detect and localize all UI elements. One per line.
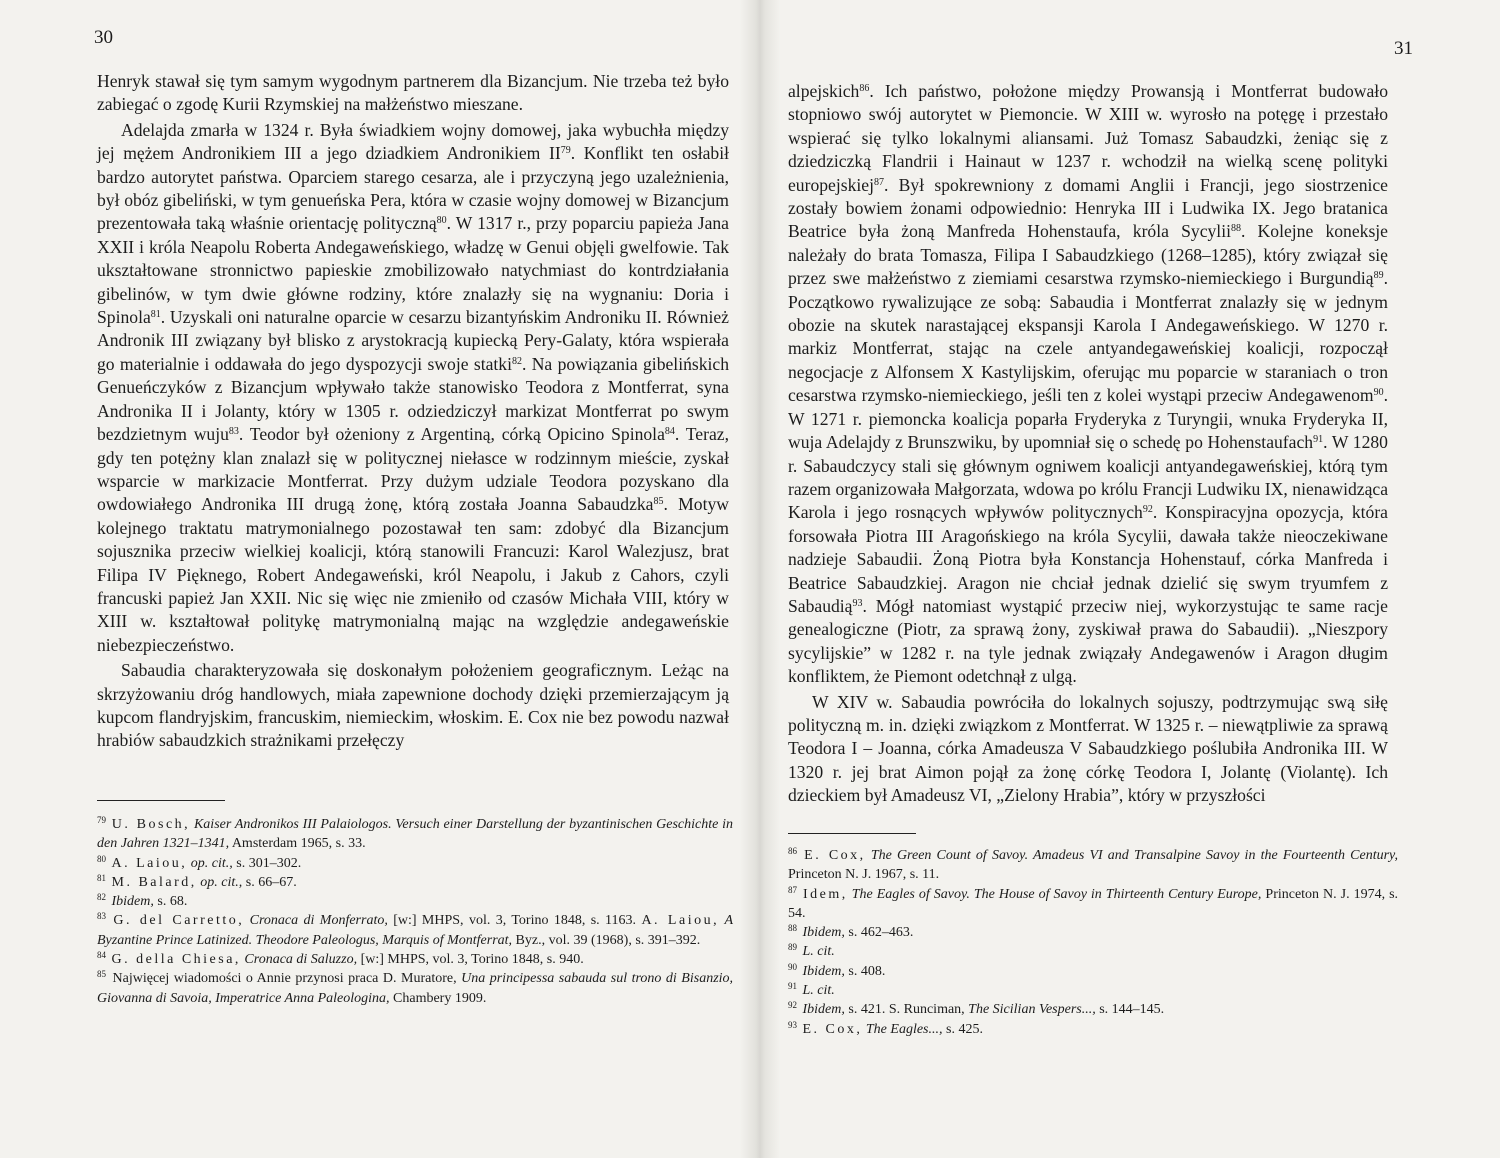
footnote-ref[interactable]: 88 [1230,223,1241,235]
right-body-text [788,80,1388,808]
footnote-82: $^{82}$ Ibidem, s. 68. [97,892,188,910]
footnote-85: $^{85}$ Najwięcej wiadomości o Annie przynosi praca D. Muratore, Una principessa sabauda sul trono di Bisanzio, Giovanna di Savoia, Imperatrice Anna Paleologina, Chambery 1909. [97,969,734,1006]
footnote-ref[interactable]: 92 [1142,504,1153,516]
page-number-left: 30 [94,27,113,48]
footnote-ref[interactable]: 87 [873,176,884,188]
footnote-87: $^{87}$ Idem, The Eagles of Savoy. The House of Savoy in Thirteenth Century Europe, Princeton N. J. 1974, s. 54. [788,884,1399,921]
footnote-ref[interactable]: 93 [852,597,863,609]
paragraph: alpejskich$^{86}$. Ich państwo, położone między Prowansją i Montferrat budowało stopniowo swój autorytet w Piemoncie. W XIII w. wyrosło na potęgę i przestało wspierać się tylko lokalnymi aliansami. Już Tomasz Sabaudzki, żeniąc się z dziedziczką Flandrii i Hainaut w 1237 r. wchodził na wielką scenę polityki europejskiej$^{87}$. Był spokrewniony z domami Anglii i Francji, jego siostrzenice zostały bowiem żonami odpowiednio: Henryka III i Ludwika IX. Jego bratanica Beatrice była żoną Manfreda Hohenstaufa, króla Sycylii$^{88}$. Kolejne koneksje należały do brata Tomasza, Filipa I Sabaudzkiego (1268–1285), który związał się przez swe małżeństwo z ziemiami cesarstwa rzymsko-niemieckiego i Burgundią$^{89}$. Początkowo rywalizujące ze sobą: Sabaudia i Montferrat znalazły się w jednym obozie na skutek narastającej ekspansji Karola I Andegaweńskiego. W 1270 r. markiz Montferrat, stając na czele antyandegaweńskiej koalicji, rozpoczął negocjacje z Alfonsem X Kastylijskim, oferując mu poparcie w staraniach o tron cesarstwa rzymsko-niemieckiego, jeśli ten z kolei wystąpi przeciw Andegawenom$^{90}$. W 1271 r. piemoncka koalicja poparła Fryderyka z Turyngii, wnuka Fryderyka II, wuja Adelajdy z Brunszwiku, by upomniał się o schedę po Hohenstaufach$^{91}$. W 1280 r. Sabaudczycy stali się głównym ogniwem koalicji antyandegaweńskiej, którą tym razem organizowała Małgorzata, wdowa po królu Francji Ludwiku IX, nienawidząca Karola i jego rosnących wpływów politycznych$^{92}$. Konspiracyjna opozycja, która forsowała Piotra III Aragońskiego na króla Sycylii, dawała także nieoczekiwane nadzieje Sabaudii. Żoną Piotra była Konstancja Hohenstauf, córka Manfreda i Beatrice Sabaudzkiej. Aragon nie chciał jednak dzielić się swym tryumfem z Sabaudią$^{93}$. Mógł natomiast wystąpić przeciw niej, wykorzystując te same racje genealogiczne (Piotr, za sprawą żony, zyskiwał prawa do Sabaudii). „Nieszpory sycylijskie” w 1282 r. na tyle jednak związały Andegawenów i Aragon długim konfliktem, że Piemont odetchnął z ulgą. [788,81,1388,687]
footnote-91: $^{91}$ L. cit. [788,981,835,999]
left-body-text [97,70,729,753]
footnote-81: $^{81}$ M. Balard, op. cit., s. 66–67. [97,872,297,890]
right-footnotes [788,846,1398,1039]
paragraph: Adelajda zmarła w 1324 r. Była świadkiem wojny domowej, jaka wybuchła między jej mężem Andronikiem III a jego dziadkiem Andronikiem II$^{79}$. Konflikt ten osłabił bardzo autorytet państwa. Oparciem starego cesarza, ale i przyczyną jego uzależnienia, był obóz gibeliński, w tym genueńska Pera, która w czasie wojny domowej w Bizancjum prezentowała taką właśnie orientację polityczną$^{80}$. W 1317 r., przy poparciu papieża Jana XXII i króla Neapolu Roberta Andegaweńskiego, władzę w Genui objęli gwelfowie. Tak ukształtowane stronnictwo papieskie zmobilizowało natychmiast do kontrdziałania gibelinów, w tym dwie główne rodziny, które znalazły się na wygnaniu: Doria i Spinola$^{81}$. Uzyskali oni naturalne oparcie w cesarzu bizantyńskim Androniku II. Również Andronik III związany był blisko z arystokracją kupiecką Pery-Galaty, która wspierała go materialnie i oddawała do jego dyspozycji swoje statki$^{82}$. Na powiązania gibelińskich Genueńczyków z Bizancjum wpływało także stanowisko Teodora z Montferrat, syna Andronika II i Jolanty, który w 1305 r. odziedziczył markizat Montferrat po swym bezdzietnym wuju$^{83}$. Teodor był ożeniony z Argentiną, córką Opicino Spinola$^{84}$. Teraz, gdy ten potężny klan znalazł się w politycznej niełasce w rodzinnym mieście, zyskał wsparcie w markizacie Montferrat. Przy dużym udziale Teodora pozyskano dla owdowiałego Andronika III drugą żonę, którą została Joanna Sabaudzka$^{85}$. Motyw kolejnego traktatu matrymonialnego pozostawał ten sam: zdobyć dla Bizancjum sojusznika przeciw wielkiej koalicji, którą stanowili Francuzi: Karol Walezjusz, brat Filipa IV Pięknego, Robert Andegaweński, król Neapolu, i Jakub z Cahors, czyli francuski papież Jan XXII. Nic się więc nie zmieniło od czasów Michała VIII, który w XIII w. kształtował politykę matrymonialną mając na względzie andegaweńskie niebezpieczeństwo. [97,119,730,655]
footnote-86: $^{86}$ E. Cox, The Green Count of Savoy. Amadeus VI and Transalpine Savoy in the Fourteenth Century, Princeton N. J. 1967, s. 11. [788,846,1399,883]
footnote-ref[interactable]: 82 [511,355,522,367]
paragraph: Sabaudia charakteryzowała się doskonałym położeniem geograficznym. Leżąc na skrzyżowaniu dróg handlowych, miała zapewnione dochody dzięki przemierzającym ją kupcom flandryjskim, francuskim, niemieckim, włoskim. E. Cox nie bez powodu nazwał hrabiów sabaudzkich strażnikami przełęczy [97,660,729,751]
paragraph: W XIV w. Sabaudia powróciła do lokalnych sojuszy, podtrzymując swą siłę polityczną m. in. dzięki związkom z Montferrat. W 1325 r. – niewątpliwie za sprawą Teodora I – Joanna, córka Amadeusza V Sabaudzkiego poślubiła Andronika III. W 1320 r. jej brat Aimon pojął za żonę córkę Teodora I, Jolantę (Violantę). Ich dzieckiem był Amadeusz VI, „Zielony Hrabia”, który w przyszłości [788,691,1388,806]
footnote-ref[interactable]: 91 [1313,434,1324,446]
right-page [760,0,1500,1158]
footnote-ref[interactable]: 80 [436,215,447,227]
footnote-ref[interactable]: 85 [653,496,664,508]
footnote-89: $^{89}$ L. cit. [788,942,835,960]
footnote-84: $^{84}$ G. della Chiesa, Cronaca di Saluzzo, [w:] MHPS, vol. 3, Torino 1848, s. 940. [97,950,584,968]
footnote-ref[interactable]: 83 [228,426,239,438]
footnote-ref[interactable]: 84 [664,426,675,438]
footnote-ref[interactable]: 89 [1373,270,1384,282]
left-footnotes [97,815,733,1008]
footnote-ref[interactable]: 81 [150,309,161,321]
footnote-88: $^{88}$ Ibidem, s. 462–463. [788,923,914,941]
footnote-ref[interactable]: 90 [1373,387,1384,399]
footnote-ref[interactable]: 86 [859,83,870,94]
footnote-rule [788,833,916,834]
footnote-ref[interactable]: 79 [560,145,571,157]
paragraph: Henryk stawał się tym samym wygodnym partnerem dla Bizancjum. Nie trzeba też było zabiegać o zgodę Kurii Rzymskiej na małżeństwo mieszane. [97,71,729,115]
footnote-92: $^{92}$ Ibidem, s. 421. S. Runciman, The Sicilian Vespers..., s. 144–145. [788,1000,1165,1018]
page-number-right: 31 [1394,38,1413,59]
footnote-80: $^{80}$ A. Laiou, op. cit., s. 301–302. [97,853,302,871]
footnote-rule [97,800,225,801]
footnote-90: $^{90}$ Ibidem, s. 408. [788,961,886,979]
footnote-93: $^{93}$ E. Cox, The Eagles..., s. 425. [788,1019,983,1037]
footnote-79: $^{79}$ U. Bosch, Kaiser Andronikos III Palaiologos. Versuch einer Darstellung der byzantinischen Geschichte in den Jahren 1321–1341, Amsterdam 1965, s. 33. [97,815,733,852]
footnote-83: $^{83}$ G. del Carretto, Cronaca di Monferrato, [w:] MHPS, vol. 3, Torino 1848, s. 1163. A. Laiou, A Byzantine Prince Latinized. Theodore Paleologus, Marquis of Montferrat, Byz., vol. 39 (1968), s. 391–392. [97,911,734,948]
